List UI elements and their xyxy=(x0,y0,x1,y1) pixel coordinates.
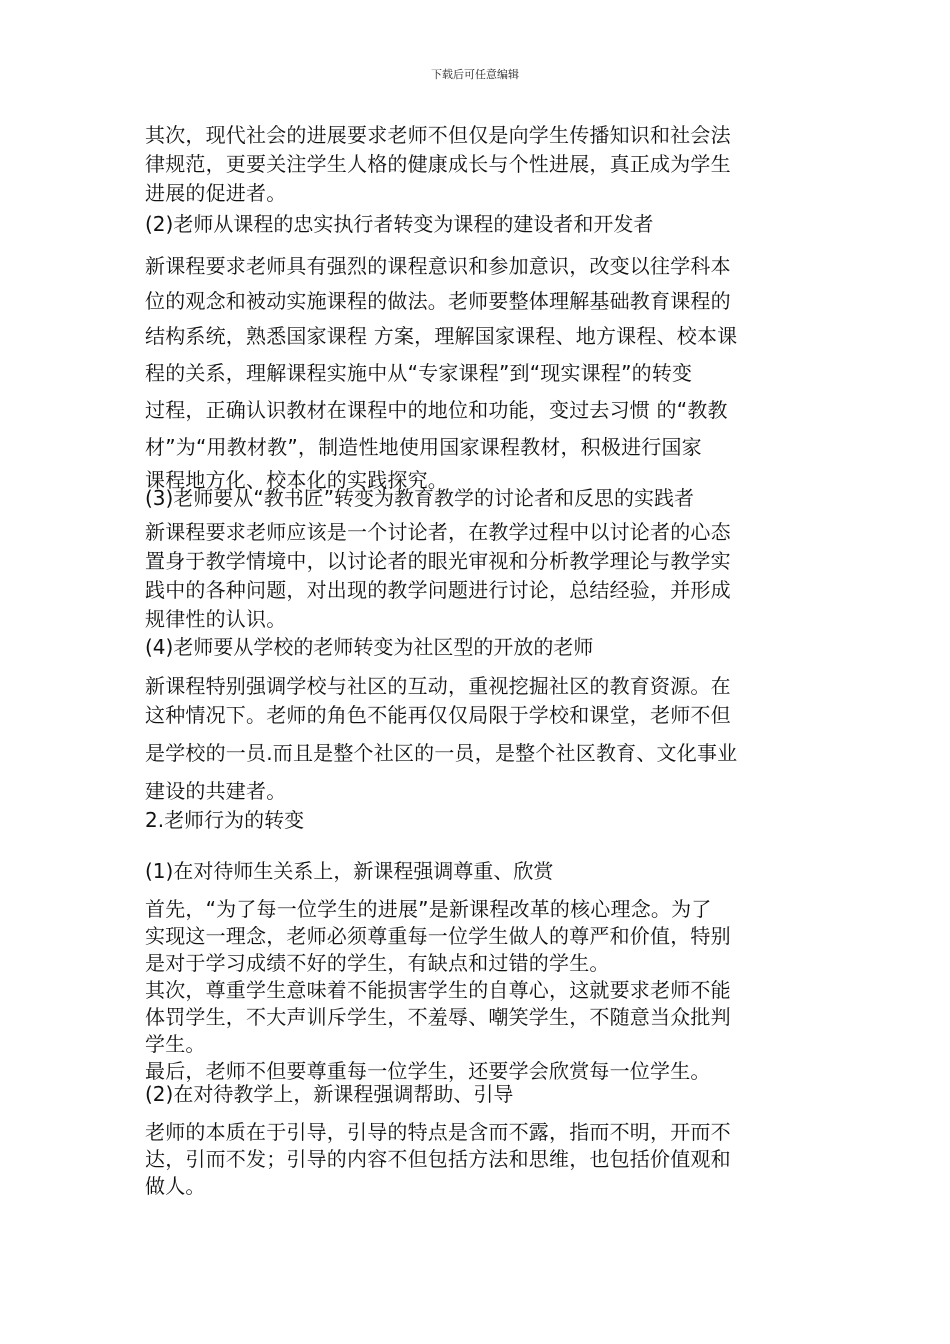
text-line: 过程，正确认识教材在课程中的地位和功能，变过去习惯 的“教教 xyxy=(145,398,728,422)
text-line: 建设的共建者。 xyxy=(145,779,287,803)
text-line: 程的关系，理解课程实施中从“专家课程”到“现实课程”的转变 xyxy=(145,361,693,385)
heading-7: (2)在对待教学上，新课程强调帮助、引导 xyxy=(145,1082,514,1106)
text-line: 实现这一理念，老师必须尊重每一位学生做人的尊严和价值，特别 xyxy=(145,924,731,948)
paragraph-p3 xyxy=(145,518,810,634)
text-line: 这种情况下。老师的角色不能再仅仅局限于学校和课堂，老师不但 xyxy=(145,703,731,727)
text-line: 新课程特别强调学校与社区的互动，重视挖掘社区的教育资源。在 xyxy=(145,674,731,698)
text-line: 是学校的一员.而且是整个社区的一员，是整个社区教育、文化事业 xyxy=(145,741,738,765)
heading-6: (1)在对待师生关系上，新课程强调尊重、欣赏 xyxy=(145,859,554,883)
text-line: 达，引而不发；引导的内容不但包括方法和思维，也包括价值观和 xyxy=(145,1147,731,1171)
text-line: 进展的促进者。 xyxy=(145,181,287,205)
paragraph-p1 xyxy=(145,121,810,208)
text-line: 首先，“为了每一位学生的进展”是新课程改革的核心理念。为了 xyxy=(145,897,712,921)
paragraph-p6 xyxy=(145,896,810,1085)
heading-2: (2)老师从课程的忠实执行者转变为课程的建设者和开发者 xyxy=(145,212,654,236)
text-line: 最后，老师不但要尊重每一位学生，还要学会欣赏每一位学生。 xyxy=(145,1059,711,1083)
page-header: 下载后可任意编辑 xyxy=(431,68,519,81)
text-line: 结构系统，熟悉国家课程 方案，理解国家课程、地方课程、校本课 xyxy=(145,324,738,348)
paragraph-p7 xyxy=(145,1119,810,1200)
text-line: 体罚学生，不大声训斥学生，不羞辱、嘲笑学生，不随意当众批判 xyxy=(145,1005,731,1029)
text-line: 其次，尊重学生意味着不能损害学生的自尊心，这就要求老师不能 xyxy=(145,978,731,1002)
text-line: 是对于学习成绩不好的学生，有缺点和过错的学生。 xyxy=(145,951,610,975)
paragraph-p2 xyxy=(145,249,810,492)
text-line: 律规范，更要关注学生人格的健康成长与个性进展，真正成为学生 xyxy=(145,152,731,176)
text-line: 学生。 xyxy=(145,1032,206,1056)
text-line: 课程地方化、校本化的实践探究。 xyxy=(145,468,448,492)
text-line: 置身于教学情境中，以讨论者的眼光审视和分析教学理论与教学实 xyxy=(145,549,731,573)
text-line: 做人。 xyxy=(145,1174,206,1198)
paragraph-p4 xyxy=(145,672,810,806)
text-line: 位的观念和被动实施课程的做法。老师要整体理解基础教育课程的 xyxy=(145,289,731,313)
text-line: 老师的本质在于引导，引导的特点是含而不露，指而不明，开而不 xyxy=(145,1120,731,1144)
text-line: 新课程要求老师应该是一个讨论者，在教学过程中以讨论者的心态 xyxy=(145,520,731,544)
text-line: 规律性的认识。 xyxy=(145,607,287,631)
heading-5: 2.老师行为的转变 xyxy=(145,808,305,832)
heading-4: (4)老师要从学校的老师转变为社区型的开放的老师 xyxy=(145,635,594,659)
text-line: 其次，现代社会的进展要求老师不但仅是向学生传播知识和社会法 xyxy=(145,123,731,147)
text-line: 践中的各种问题，对出现的教学问题进行讨论，总结经验，并形成 xyxy=(145,578,731,602)
text-line: 材”为“用教材教”，制造性地使用国家课程教材，积极进行国家 xyxy=(145,435,702,459)
text-line: 新课程要求老师具有强烈的课程意识和参加意识，改变以往学科本 xyxy=(145,254,731,278)
heading-3: (3)老师要从“教书匠”转变为教育教学的讨论者和反思的实践者 xyxy=(145,486,695,510)
